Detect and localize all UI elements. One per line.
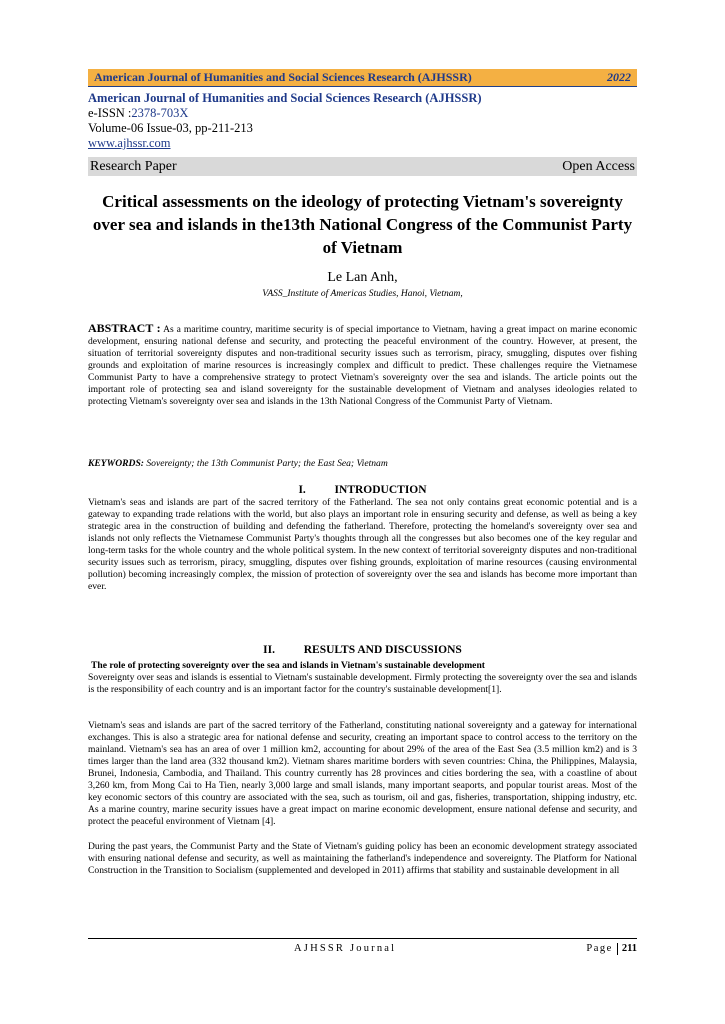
- section-heading-introduction: [88, 484, 637, 497]
- results-paragraph-1: Sovereignty over seas and islands is essential to Vietnam's sustainable development. Firmly protecting the sovereignty over the sea and islands is the responsibility of each country and is an important factor for the country's sustainable development[1].: [88, 672, 637, 696]
- section-title: INTRODUCTION: [334, 484, 427, 496]
- banner-journal-title: American Journal of Humanities and Social Sciences Research (AJHSSR): [94, 70, 472, 84]
- section-heading-results: [88, 644, 637, 657]
- article-type: Research Paper: [90, 159, 177, 174]
- access-type: Open Access: [562, 159, 635, 174]
- issn-label: e-ISSN :: [88, 106, 132, 120]
- banner-year: 2022: [607, 70, 631, 84]
- meta-volume: Volume-06 Issue-03, pp-211-213: [88, 121, 253, 135]
- author-affiliation: VASS_Institute of Americas Studies, Hanoi, Vietnam,: [262, 289, 463, 299]
- author-name: Le Lan Anh,: [327, 270, 398, 285]
- meta-issn: [88, 106, 637, 121]
- results-paragraph-2: Vietnam's seas and islands are part of the sacred territory of the Fatherland, constituting national sovereignty and a gateway for international exchanges. This is also a strategic area for national defense and security, creating an important space to control access to the territory on the mainland. Vietnam's sea has an area of over 1 million km2, accounting for about 29% of the area of the East Sea (3.5 million km2) and is 3 times larger than the land area (332 thousand km2). Vietnam shares maritime borders with seven countries: China, the Philippines, Malaysia, Brunei, Indonesia, Cambodia, and Thailand. This country currently has 28 provinces and cities bordering the sea, with a coastline of about 3,260 km, from Mong Cai to Ha Tien, nearly 3,000 large and small islands, many important seaports, and popular tourist areas. Most of the key economic sectors of this country are associated with the sea, such as tourism, oil and gas, fisheries, transportation, shipping industry, etc. As a marine country, marine security issues have a great impact on marine economic development, ensure national defense and security, and protect the peaceful environment of Vietnam [4].: [88, 720, 637, 828]
- paper-title: Critical assessments on the ideology of protecting Vietnam's sovereignty over sea and islands in the13th National Congress of the Communist Party of Vietnam: [92, 192, 633, 257]
- section-number: I.: [298, 484, 306, 496]
- page-footer: [88, 938, 637, 957]
- keywords-text: Sovereignty; the 13th Communist Party; the East Sea; Vietnam: [143, 458, 388, 469]
- keywords-label: KEYWORDS:: [88, 458, 144, 469]
- footer-separator: [617, 943, 618, 955]
- journal-url-link[interactable]: www.ajhssr.com: [88, 136, 171, 150]
- footer-journal: AJHSSR Journal: [294, 943, 397, 954]
- keywords: [88, 458, 637, 470]
- footer-page: [586, 940, 637, 958]
- section-number: II.: [263, 644, 275, 656]
- journal-banner: [88, 69, 637, 87]
- abstract-label: ABSTRACT :: [88, 321, 161, 335]
- article-type-bar: [88, 157, 637, 176]
- meta-journal-title: American Journal of Humanities and Social Sciences Research (AJHSSR): [88, 91, 482, 105]
- abstract: [88, 322, 637, 408]
- footer-page-label: Page: [586, 943, 613, 954]
- section-title: RESULTS AND DISCUSSIONS: [303, 644, 462, 656]
- issn-value: 2378-703X: [131, 106, 189, 120]
- abstract-text: As a maritime country, maritime security is of special importance to Vietnam, having a great impact on marine economic development, ensuring national defense and security, and protecting the peaceful environment of the country. However, at present, the situation of territorial sovereignty disputes and non-traditional security issues such as terrorism, piracy, smuggling, disputes over fishing grounds and exploitation of marine resources is increasingly complex and difficult to predict. These challenges require the Vietnamese Communist Party to have a comprehensive strategy to protect Vietnam's sovereignty over the sea and islands. The article points out the important role of protecting sea and island sovereignty for the sustainable development of Vietnam and analyses ideologies related to protecting Vietnam's sovereignty over sea and islands in the 13th National Congress of the Communist Party of Vietnam.: [88, 324, 637, 408]
- subsection-heading: The role of protecting sovereignty over the sea and islands in Vietnam's sustainable development: [91, 660, 485, 671]
- footer-page-number: 211: [621, 943, 637, 954]
- introduction-paragraph: Vietnam's seas and islands are part of the sacred territory of the Fatherland. The sea not only contains great economic potential and is a gateway to expanding trade relations with the world, but also plays an important role in ensuring security and defense, as well as being a key strategic area in the construction of building and defending the fatherland. Therefore, protecting the homeland's sovereignty over sea and islands not only reflects the Vietnamese Communist Party's thoughts through all the congresses but also becomes one of the key regular and long-term tasks for the whole country and the whole political system. In the new context of territorial sovereignty disputes and non-traditional security issues such as terrorism, piracy, smuggling, disputes over fishing grounds, exploitation of marine resources (causing environmental pollution) becoming increasingly complex, the mission of protection of sovereignty over the sea and islands has become more important than ever.: [88, 497, 637, 593]
- journal-meta: [88, 91, 637, 151]
- results-paragraph-3: During the past years, the Communist Party and the State of Vietnam's guiding policy has been an economic development strategy associated with ensuring national defense and security, as well as maintaining the fatherland's independence and sovereignty. The Platform for National Construction in the Transition to Socialism (supplemented and developed in 2011) affirms that stability and sustainable development in all: [88, 841, 637, 877]
